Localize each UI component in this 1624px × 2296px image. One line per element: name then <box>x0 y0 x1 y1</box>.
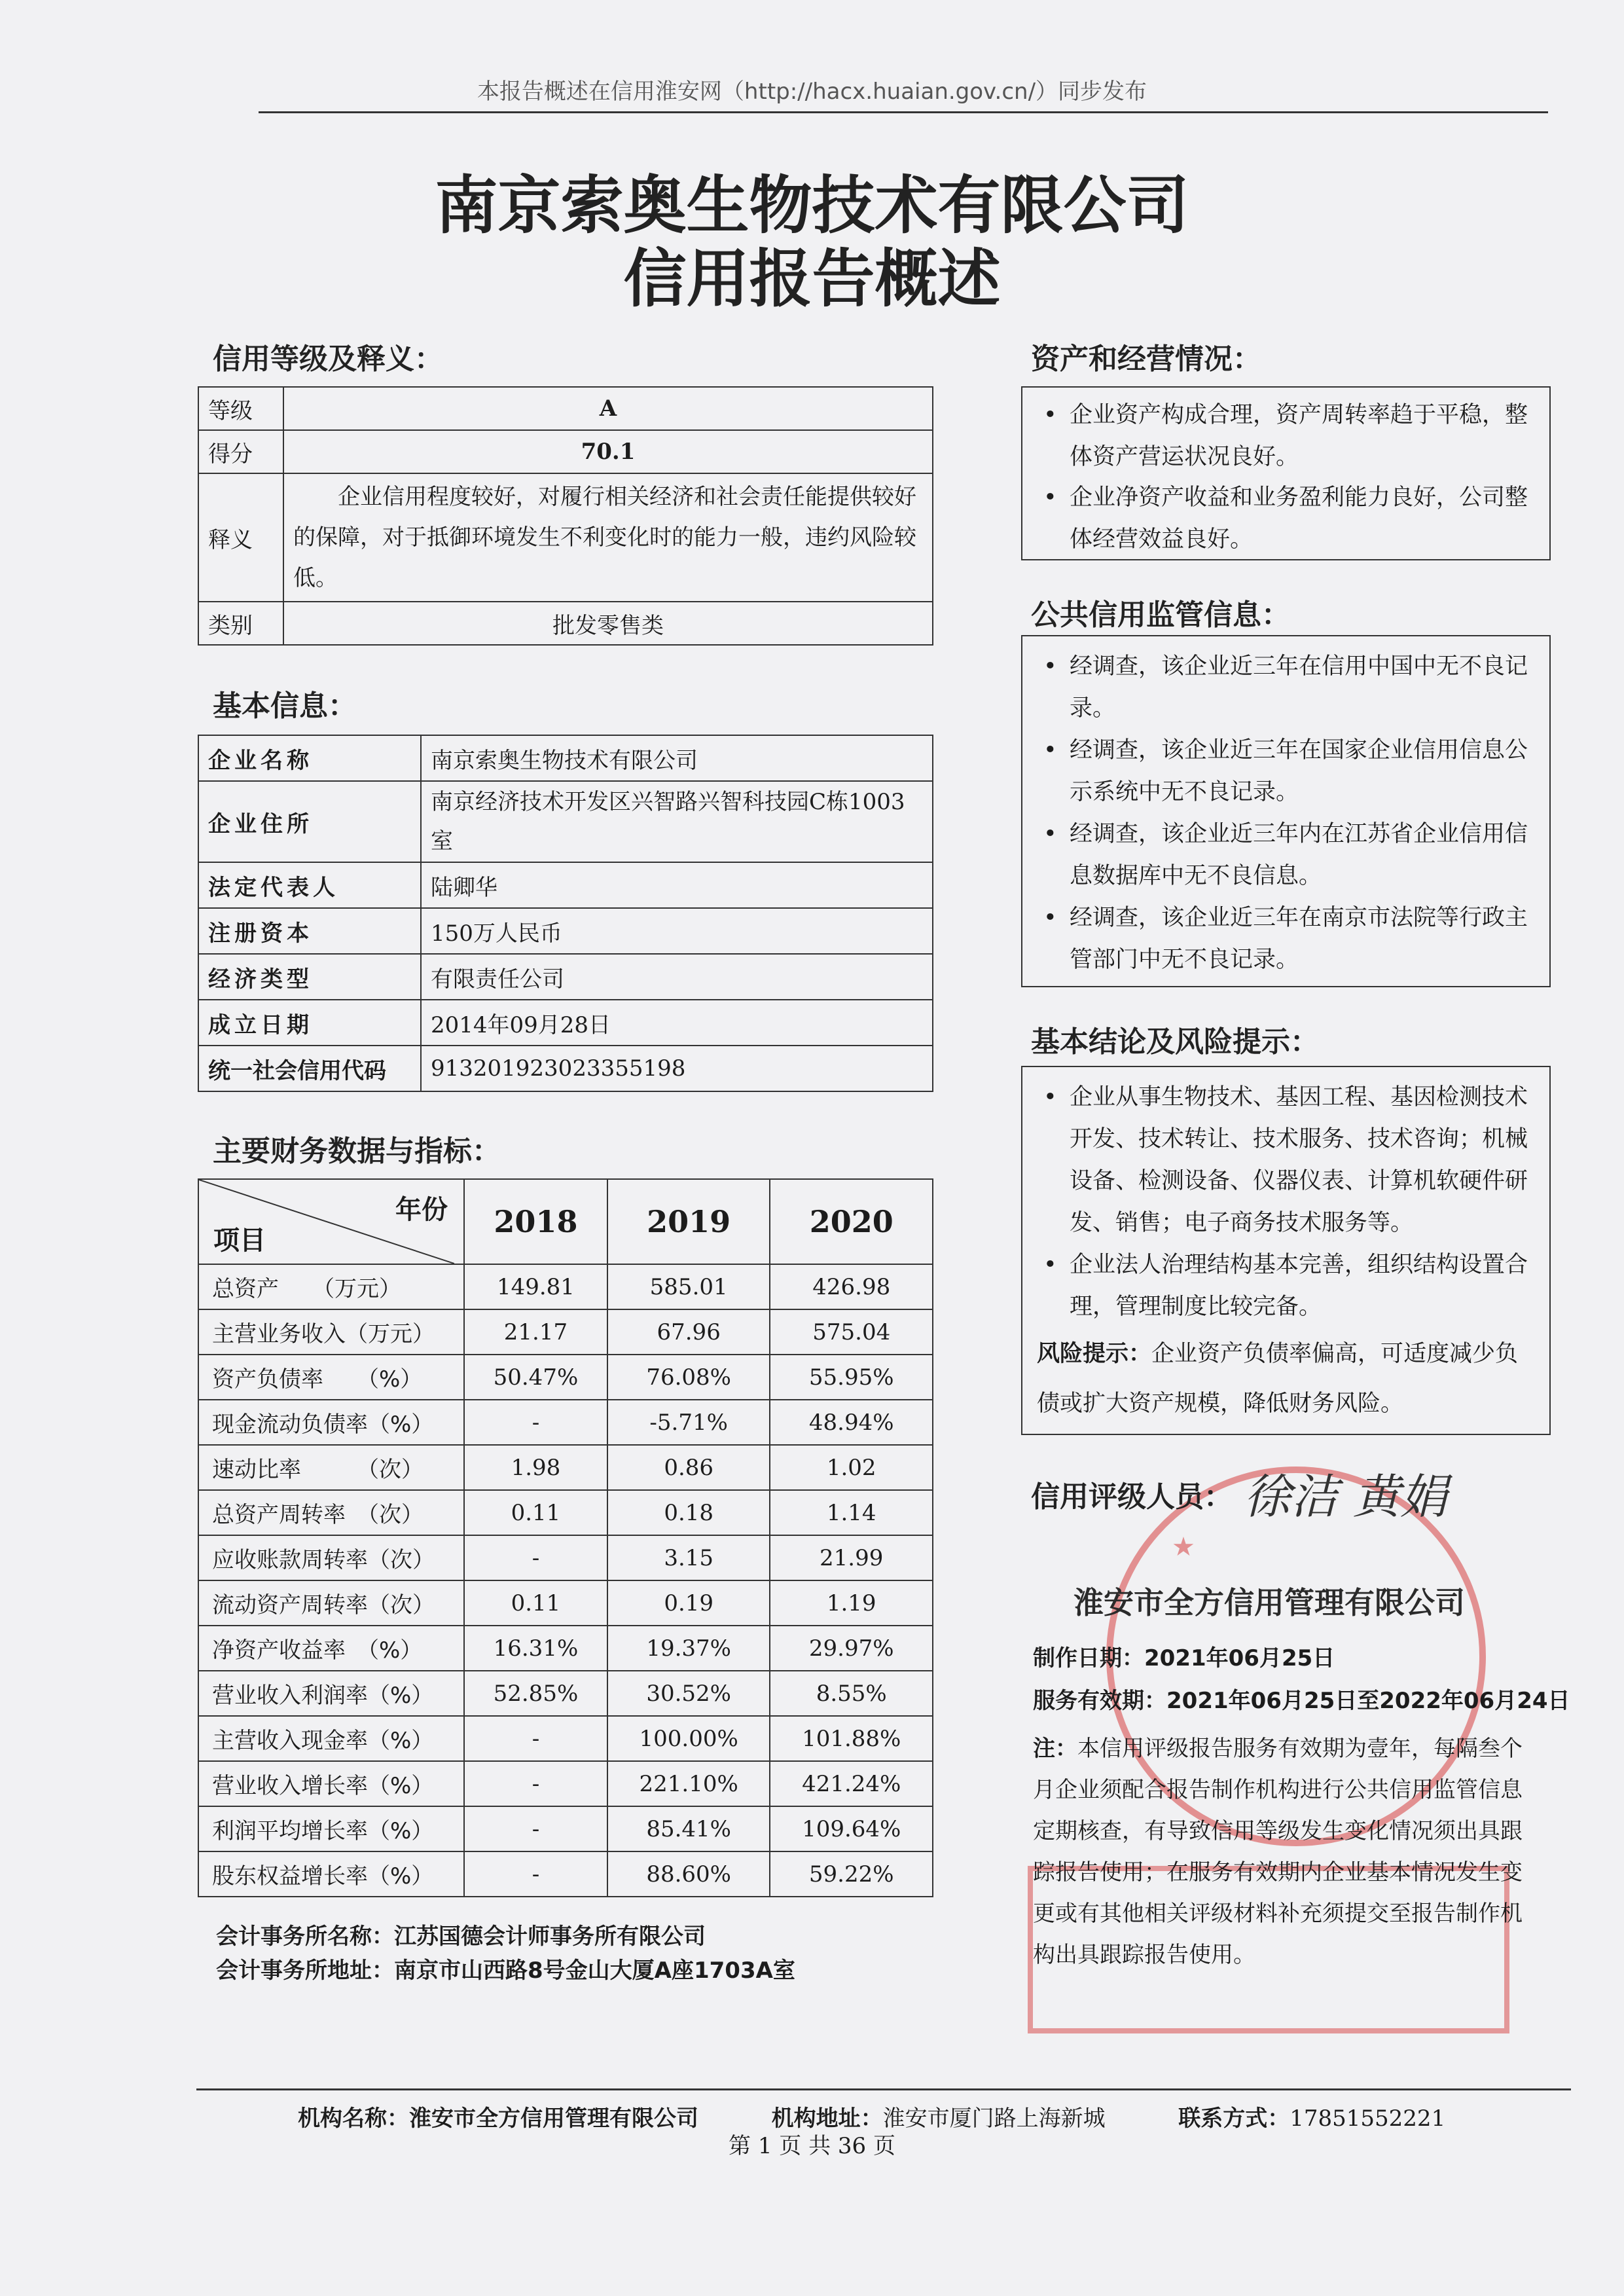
grade-row-level <box>198 387 933 430</box>
conclusion-heading: 基本结论及风险提示： <box>1031 1025 1319 1059</box>
finance-row <box>198 1851 933 1897</box>
finance-item: 主营收入现金率（%） <box>198 1716 464 1761</box>
finance-item: 总资产周转率 （次） <box>198 1490 464 1535</box>
risk-text: 企业资产负债率偏高，可适度减少负债或扩大资产规模，降低财务风险。 <box>1037 1341 1519 1417</box>
basic-value: 有限责任公司 <box>421 954 933 1000</box>
basic-key: 经济类型 <box>198 954 421 1000</box>
finance-value: 52.85% <box>464 1671 607 1716</box>
assets-item: • 企业净资产收益和业务盈利能力良好，公司整体经营效益良好。 <box>1043 484 1528 553</box>
basic-heading: 基本信息： <box>213 689 357 723</box>
category-value: 批发零售类 <box>283 602 933 645</box>
basic-row <box>198 862 933 908</box>
rater-label: 信用评级人员： <box>1031 1480 1233 1514</box>
finance-row <box>198 1264 933 1309</box>
assets-item-text: 企业净资产收益和业务盈利能力良好，公司整体经营效益良好。 <box>1070 484 1528 553</box>
finance-value: 0.11 <box>464 1580 607 1626</box>
basic-info-table <box>198 735 933 1092</box>
finance-corner-cell <box>198 1179 464 1264</box>
basic-value: 南京索奥生物技术有限公司 <box>421 735 933 781</box>
basic-key: 法定代表人 <box>198 862 421 908</box>
finance-value: 426.98 <box>770 1264 933 1309</box>
finance-value: - <box>464 1851 607 1897</box>
finance-value: 1.02 <box>770 1445 933 1490</box>
audit-firm-name: 江苏国德会计师事务所有限公司 <box>394 1923 706 1950</box>
finance-value: 221.10% <box>607 1761 770 1806</box>
finance-value: 585.01 <box>607 1264 770 1309</box>
finance-value: 0.11 <box>464 1490 607 1535</box>
basic-value: 南京经济技术开发区兴智路兴智科技园C栋1003室 <box>421 781 933 862</box>
audit-address-label: 会计事务所地址： <box>216 1958 394 1984</box>
finance-body <box>198 1264 933 1897</box>
finance-value: 50.47% <box>464 1355 607 1400</box>
meaning-key: 释义 <box>198 473 283 602</box>
score-value: 70.1 <box>283 430 933 473</box>
valid-period-line <box>1033 1683 1570 1715</box>
finance-value: 59.22% <box>770 1851 933 1897</box>
finance-value: 21.17 <box>464 1309 607 1355</box>
public-item: • 经调查，该企业近三年在南京市法院等行政主管部门中无不良记录。 <box>1043 905 1528 973</box>
basic-key: 统一社会信用代码 <box>198 1046 421 1091</box>
rater-signature: 徐洁 黄娟 <box>1244 1469 1447 1524</box>
finance-row <box>198 1355 933 1400</box>
header-rule <box>259 111 1548 113</box>
finance-value: 149.81 <box>464 1264 607 1309</box>
finance-value: 101.88% <box>770 1716 933 1761</box>
audit-address: 南京市山西路8号金山大厦A座1703A室 <box>394 1958 795 1984</box>
basic-value: 2014年09月28日 <box>421 1000 933 1046</box>
finance-value: 76.08% <box>607 1355 770 1400</box>
finance-row <box>198 1671 933 1716</box>
finance-item: 资产负债率 （%） <box>198 1355 464 1400</box>
finance-value: 1.14 <box>770 1490 933 1535</box>
page-number: 第 1 页 共 36 页 <box>729 2133 895 2159</box>
assets-item-text: 企业资产构成合理，资产周转率趋于平稳，整体资产营运状况良好。 <box>1070 402 1528 470</box>
public-item-text: 经调查，该企业近三年在南京市法院等行政主管部门中无不良记录。 <box>1070 905 1528 973</box>
public-item: • 经调查，该企业近三年在国家企业信用信息公示系统中无不良记录。 <box>1043 737 1528 805</box>
basic-value: 150万人民币 <box>421 908 933 954</box>
finance-value: 85.41% <box>607 1806 770 1851</box>
finance-item: 现金流动负债率（%） <box>198 1400 464 1445</box>
finance-header-row <box>198 1179 933 1264</box>
basic-value: 913201923023355198 <box>421 1046 933 1091</box>
finance-row <box>198 1535 933 1580</box>
seal-star-icon: ★ <box>1172 1532 1195 1562</box>
conclusion-box <box>1021 1066 1551 1435</box>
audit-firm-label: 会计事务所名称： <box>216 1923 394 1950</box>
note-label: 注： <box>1033 1736 1077 1762</box>
report-title-company: 南京索奥生物技术有限公司 <box>435 169 1189 242</box>
finance-row <box>198 1445 933 1490</box>
audit-address-line <box>216 1952 795 1984</box>
basic-row <box>198 735 933 781</box>
finance-row <box>198 1400 933 1445</box>
finance-item: 应收账款周转率（次） <box>198 1535 464 1580</box>
finance-row <box>198 1806 933 1851</box>
score-key: 得分 <box>198 430 283 473</box>
conclusion-item-text: 企业法人治理结构基本完善，组织结构设置合理，管理制度比较完备。 <box>1070 1252 1528 1320</box>
finance-value: 55.95% <box>770 1355 933 1400</box>
finance-value: - <box>464 1535 607 1580</box>
year-header: 2018 <box>464 1179 607 1264</box>
conclusion-item: • 企业从事生物技术、基因工程、基因检测技术开发、技术转让、技术服务、技术咨询；机械设备、检测设备、仪器仪表、计算机软硬件研发、销售；电子商务技术服务等。 <box>1043 1084 1528 1236</box>
finance-value: 1.98 <box>464 1445 607 1490</box>
meaning-value: 企业信用程度较好，对履行相关经济和社会责任能提供较好的保障，对于抵御环境发生不利变化时的能力一般，违约风险较低。 <box>283 473 933 602</box>
finance-value: 48.94% <box>770 1400 933 1445</box>
made-date-label: 制作日期： <box>1033 1645 1144 1671</box>
year-header: 2020 <box>770 1179 933 1264</box>
finance-row <box>198 1626 933 1671</box>
finance-value: 19.37% <box>607 1626 770 1671</box>
finance-value: 1.19 <box>770 1580 933 1626</box>
footer-addr: 淮安市厦门路上海新城 <box>882 2105 1106 2132</box>
finance-value: - <box>464 1716 607 1761</box>
finance-item: 总资产 （万元） <box>198 1264 464 1309</box>
grade-row-score <box>198 430 933 473</box>
finance-value: 16.31% <box>464 1626 607 1671</box>
finance-item: 利润平均增长率（%） <box>198 1806 464 1851</box>
finance-row <box>198 1580 933 1626</box>
basic-row <box>198 781 933 862</box>
finance-value: 100.00% <box>607 1716 770 1761</box>
validity-note <box>1033 1728 1543 1976</box>
year-header: 2019 <box>607 1179 770 1264</box>
corner-year-label: 年份 <box>395 1195 448 1225</box>
valid-period-label: 服务有效期： <box>1033 1688 1166 1714</box>
finance-value: 421.24% <box>770 1761 933 1806</box>
footer-org-label: 机构名称： <box>298 2105 409 2132</box>
basic-key: 成立日期 <box>198 1000 421 1046</box>
valid-period: 2021年06月25日至2022年06月24日 <box>1166 1688 1570 1714</box>
finance-row <box>198 1490 933 1535</box>
assets-heading: 资产和经营情况： <box>1031 342 1261 376</box>
finance-item: 营业收入增长率（%） <box>198 1761 464 1806</box>
footer-rule <box>196 2088 1571 2090</box>
public-item: • 经调查，该企业近三年在信用中国中无不良记录。 <box>1043 653 1528 721</box>
finance-item: 速动比率 （次） <box>198 1445 464 1490</box>
conclusion-item-text: 企业从事生物技术、基因工程、基因检测技术开发、技术转让、技术服务、技术咨询；机械设备、检测设备、仪器仪表、计算机软硬件研发、销售；电子商务技术服务等。 <box>1070 1084 1528 1236</box>
grade-table <box>198 386 933 646</box>
grade-key: 等级 <box>198 387 283 430</box>
risk-label: 风险提示： <box>1037 1341 1152 1367</box>
finance-heading: 主要财务数据与指标： <box>213 1135 501 1168</box>
category-key: 类别 <box>198 602 283 645</box>
footer-contact: 17851552221 <box>1290 2105 1446 2132</box>
grade-value: A <box>283 387 933 430</box>
finance-table <box>198 1178 933 1897</box>
grade-row-meaning <box>198 473 933 602</box>
agency-name: 淮安市全方信用管理有限公司 <box>1074 1585 1465 1620</box>
finance-value: 0.86 <box>607 1445 770 1490</box>
public-item-text: 经调查，该企业近三年内在江苏省企业信用信息数据库中无不良信息。 <box>1070 821 1528 889</box>
basic-row <box>198 1046 933 1091</box>
assets-item: • 企业资产构成合理，资产周转率趋于平稳，整体资产营运状况良好。 <box>1043 402 1528 470</box>
finance-value: - <box>464 1400 607 1445</box>
finance-row <box>198 1309 933 1355</box>
made-date-line <box>1033 1640 1335 1672</box>
finance-item: 流动资产周转率（次） <box>198 1580 464 1626</box>
finance-value: 29.97% <box>770 1626 933 1671</box>
finance-row <box>198 1761 933 1806</box>
finance-value: 0.19 <box>607 1580 770 1626</box>
finance-item: 股东权益增长率（%） <box>198 1851 464 1897</box>
finance-value: 8.55% <box>770 1671 933 1716</box>
audit-firm-line <box>216 1918 706 1950</box>
footer-org: 淮安市全方信用管理有限公司 <box>409 2105 698 2132</box>
finance-value: - <box>464 1761 607 1806</box>
basic-key: 企业名称 <box>198 735 421 781</box>
public-heading: 公共信用监管信息： <box>1031 598 1290 632</box>
finance-value: 0.18 <box>607 1490 770 1535</box>
basic-key: 企业住所 <box>198 781 421 862</box>
finance-row <box>198 1716 933 1761</box>
finance-value: 88.60% <box>607 1851 770 1897</box>
finance-value: 21.99 <box>770 1535 933 1580</box>
note-text: 本信用评级报告服务有效期为壹年，每隔叁个月企业须配合报告制作机构进行公共信用监管信息定期核查，有导致信用等级发生变化情况须出具跟踪报告使用；在服务有效期内企业基本情况发生变更或有其他相关评级材料补充须提交至报告制作机构出具跟踪报告使用。 <box>1033 1736 1523 1968</box>
corner-item-label: 项目 <box>213 1226 266 1256</box>
footer-contact-label: 联系方式： <box>1178 2105 1290 2132</box>
finance-item: 营业收入利润率（%） <box>198 1671 464 1716</box>
basic-key: 注册资本 <box>198 908 421 954</box>
finance-item: 主营业务收入（万元） <box>198 1309 464 1355</box>
footer-addr-label: 机构地址： <box>771 2105 883 2132</box>
basic-value: 陆卿华 <box>421 862 933 908</box>
finance-value: 67.96 <box>607 1309 770 1355</box>
grade-heading: 信用等级及释义： <box>213 342 443 376</box>
finance-value: 3.15 <box>607 1535 770 1580</box>
public-box <box>1021 635 1551 987</box>
basic-row <box>198 1000 933 1046</box>
risk-note <box>1037 1329 1534 1429</box>
finance-item: 净资产收益率 （%） <box>198 1626 464 1671</box>
grade-row-category <box>198 602 933 645</box>
assets-box <box>1021 386 1551 560</box>
basic-row <box>198 908 933 954</box>
conclusion-item: • 企业法人治理结构基本完善，组织结构设置合理，管理制度比较完备。 <box>1043 1252 1528 1320</box>
report-title-summary: 信用报告概述 <box>623 242 1001 316</box>
public-item-text: 经调查，该企业近三年在国家企业信用信息公示系统中无不良记录。 <box>1070 737 1528 805</box>
header-note: 本报告概述在信用淮安网（http://hacx.huaian.gov.cn/）同步发布 <box>477 79 1147 105</box>
public-item: • 经调查，该企业近三年内在江苏省企业信用信息数据库中无不良信息。 <box>1043 821 1528 889</box>
finance-value: - <box>464 1806 607 1851</box>
finance-value: 30.52% <box>607 1671 770 1716</box>
finance-value: 109.64% <box>770 1806 933 1851</box>
public-item-text: 经调查，该企业近三年在信用中国中无不良记录。 <box>1070 653 1528 721</box>
finance-value: 575.04 <box>770 1309 933 1355</box>
basic-row <box>198 954 933 1000</box>
made-date: 2021年06月25日 <box>1144 1645 1335 1671</box>
finance-value: -5.71% <box>607 1400 770 1445</box>
